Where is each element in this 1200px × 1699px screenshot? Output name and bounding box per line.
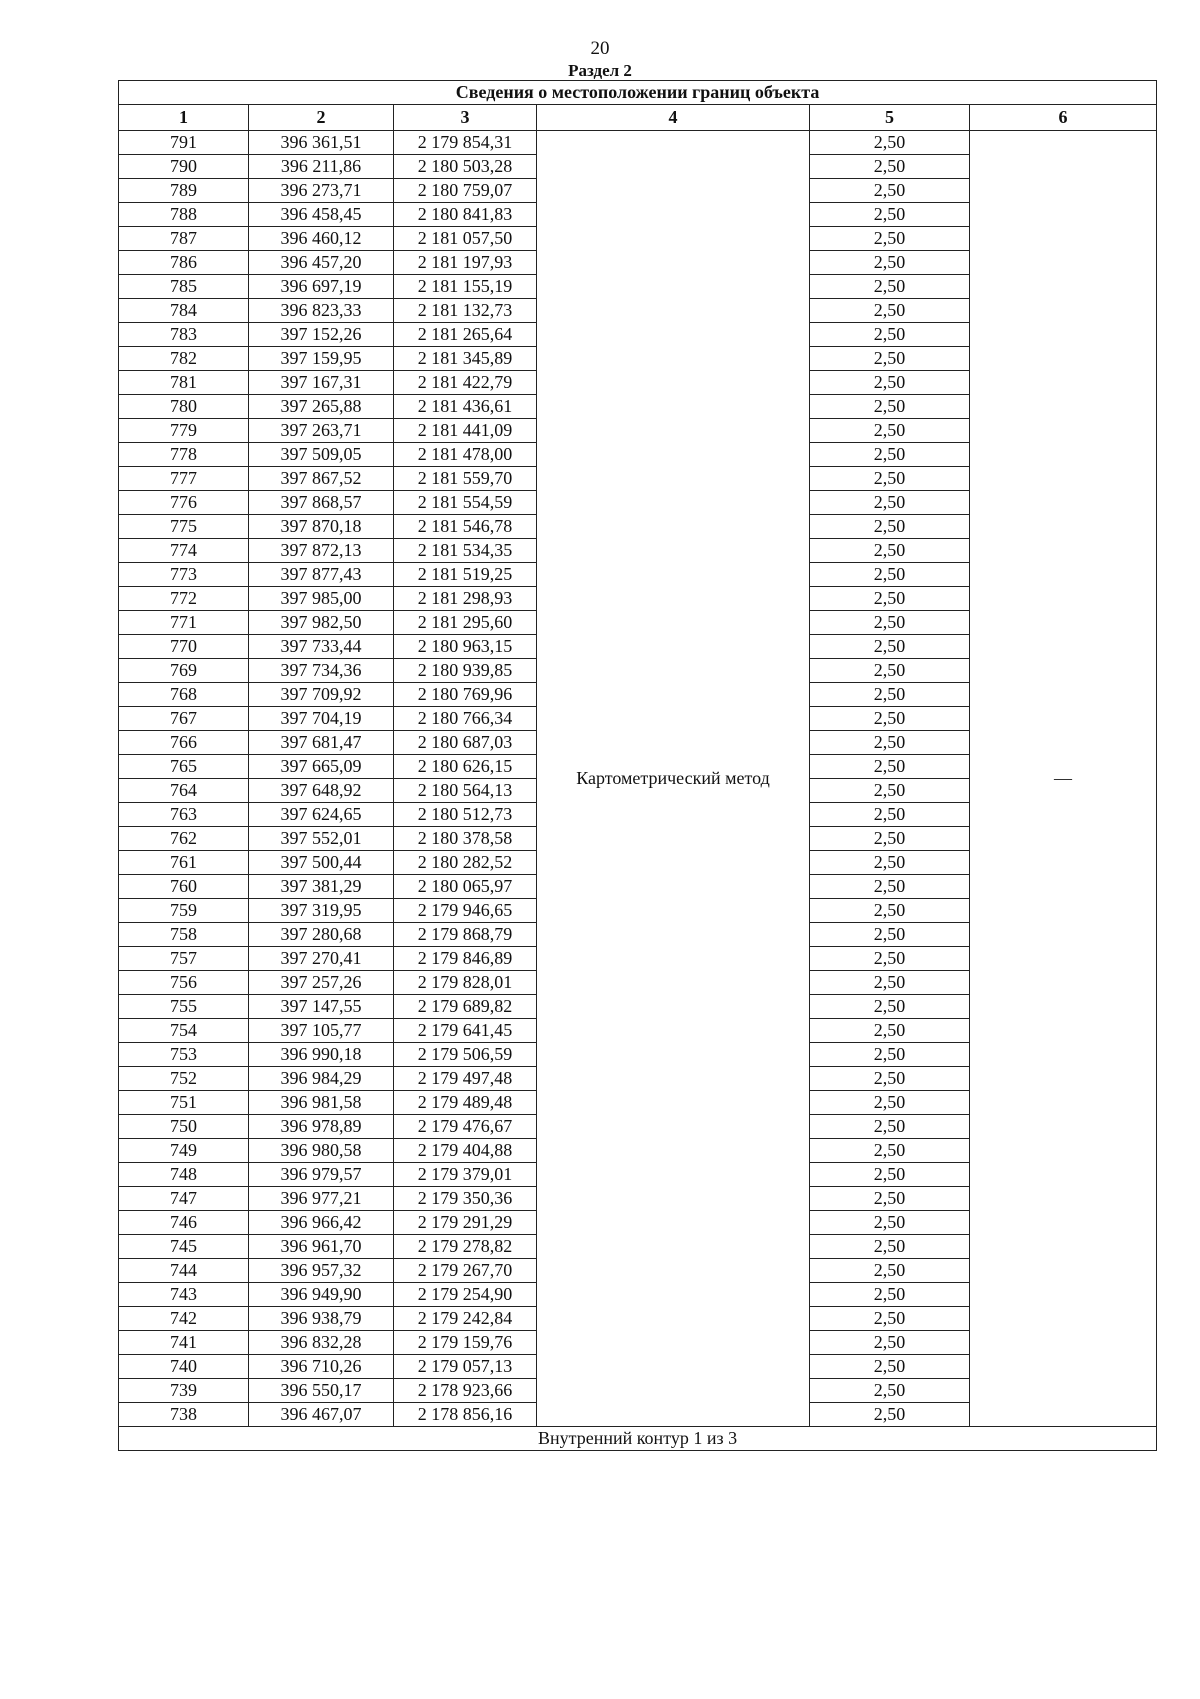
point-number-cell: 768 [119,683,249,707]
accuracy-cell: 2,50 [810,515,970,539]
y-coordinate-cell: 2 179 404,88 [394,1139,537,1163]
point-number-cell: 761 [119,851,249,875]
accuracy-cell: 2,50 [810,947,970,971]
y-coordinate-cell: 2 181 519,25 [394,563,537,587]
point-number-cell: 748 [119,1163,249,1187]
x-coordinate-cell: 397 319,95 [249,899,394,923]
accuracy-cell: 2,50 [810,491,970,515]
x-coordinate-cell: 396 938,79 [249,1307,394,1331]
accuracy-cell: 2,50 [810,923,970,947]
y-coordinate-cell: 2 180 065,97 [394,875,537,899]
point-number-cell: 785 [119,275,249,299]
point-number-cell: 757 [119,947,249,971]
accuracy-cell: 2,50 [810,1211,970,1235]
x-coordinate-cell: 396 458,45 [249,203,394,227]
x-coordinate-cell: 397 167,31 [249,371,394,395]
y-coordinate-cell: 2 180 963,15 [394,635,537,659]
accuracy-cell: 2,50 [810,803,970,827]
y-coordinate-cell: 2 180 841,83 [394,203,537,227]
accuracy-cell: 2,50 [810,539,970,563]
x-coordinate-cell: 396 273,71 [249,179,394,203]
x-coordinate-cell: 397 681,47 [249,731,394,755]
point-number-cell: 780 [119,395,249,419]
y-coordinate-cell: 2 180 626,15 [394,755,537,779]
accuracy-cell: 2,50 [810,251,970,275]
point-number-cell: 769 [119,659,249,683]
point-number-cell: 767 [119,707,249,731]
y-coordinate-cell: 2 179 242,84 [394,1307,537,1331]
y-coordinate-cell: 2 181 422,79 [394,371,537,395]
y-coordinate-cell: 2 181 265,64 [394,323,537,347]
y-coordinate-cell: 2 181 478,00 [394,443,537,467]
accuracy-cell: 2,50 [810,995,970,1019]
x-coordinate-cell: 396 978,89 [249,1115,394,1139]
x-coordinate-cell: 397 152,26 [249,323,394,347]
x-coordinate-cell: 397 985,00 [249,587,394,611]
x-coordinate-cell: 396 980,58 [249,1139,394,1163]
x-coordinate-cell: 397 257,26 [249,971,394,995]
accuracy-cell: 2,50 [810,875,970,899]
point-number-cell: 771 [119,611,249,635]
point-number-cell: 789 [119,179,249,203]
table-caption: Сведения о местоположении границ объекта [119,81,1157,105]
y-coordinate-cell: 2 180 769,96 [394,683,537,707]
point-number-cell: 772 [119,587,249,611]
column-number: 4 [537,105,810,131]
y-coordinate-cell: 2 179 854,31 [394,131,537,155]
x-coordinate-cell: 397 147,55 [249,995,394,1019]
x-coordinate-cell: 397 709,92 [249,683,394,707]
accuracy-cell: 2,50 [810,755,970,779]
x-coordinate-cell: 396 823,33 [249,299,394,323]
x-coordinate-cell: 396 460,12 [249,227,394,251]
y-coordinate-cell: 2 179 489,48 [394,1091,537,1115]
y-coordinate-cell: 2 181 298,93 [394,587,537,611]
y-coordinate-cell: 2 179 159,76 [394,1331,537,1355]
point-number-cell: 779 [119,419,249,443]
accuracy-cell: 2,50 [810,1307,970,1331]
accuracy-cell: 2,50 [810,1139,970,1163]
x-coordinate-cell: 396 457,20 [249,251,394,275]
x-coordinate-cell: 397 265,88 [249,395,394,419]
point-number-cell: 750 [119,1115,249,1139]
y-coordinate-cell: 2 180 687,03 [394,731,537,755]
x-coordinate-cell: 397 648,92 [249,779,394,803]
accuracy-cell: 2,50 [810,587,970,611]
point-number-cell: 773 [119,563,249,587]
y-coordinate-cell: 2 179 254,90 [394,1283,537,1307]
x-coordinate-cell: 397 509,05 [249,443,394,467]
point-number-cell: 765 [119,755,249,779]
point-number-cell: 787 [119,227,249,251]
point-number-cell: 791 [119,131,249,155]
point-number-cell: 747 [119,1187,249,1211]
point-number-cell: 786 [119,251,249,275]
x-coordinate-cell: 396 467,07 [249,1403,394,1427]
accuracy-cell: 2,50 [810,299,970,323]
x-coordinate-cell: 397 263,71 [249,419,394,443]
y-coordinate-cell: 2 179 946,65 [394,899,537,923]
accuracy-cell: 2,50 [810,131,970,155]
y-coordinate-cell: 2 180 939,85 [394,659,537,683]
x-coordinate-cell: 396 211,86 [249,155,394,179]
x-coordinate-cell: 397 867,52 [249,467,394,491]
point-number-cell: 759 [119,899,249,923]
y-coordinate-cell: 2 180 564,13 [394,779,537,803]
accuracy-cell: 2,50 [810,1115,970,1139]
y-coordinate-cell: 2 181 554,59 [394,491,537,515]
table-row [119,131,1157,155]
x-coordinate-cell: 396 977,21 [249,1187,394,1211]
x-coordinate-cell: 397 704,19 [249,707,394,731]
accuracy-cell: 2,50 [810,323,970,347]
x-coordinate-cell: 397 381,29 [249,875,394,899]
accuracy-cell: 2,50 [810,899,970,923]
x-coordinate-cell: 397 105,77 [249,1019,394,1043]
point-number-cell: 775 [119,515,249,539]
accuracy-cell: 2,50 [810,971,970,995]
x-coordinate-cell: 396 981,58 [249,1091,394,1115]
y-coordinate-cell: 2 181 132,73 [394,299,537,323]
x-coordinate-cell: 396 550,17 [249,1379,394,1403]
accuracy-cell: 2,50 [810,1235,970,1259]
accuracy-cell: 2,50 [810,203,970,227]
point-number-cell: 770 [119,635,249,659]
point-number-cell: 742 [119,1307,249,1331]
table-body [119,131,1157,1427]
point-number-cell: 755 [119,995,249,1019]
accuracy-cell: 2,50 [810,1043,970,1067]
y-coordinate-cell: 2 179 689,82 [394,995,537,1019]
accuracy-cell: 2,50 [810,635,970,659]
column-number: 6 [970,105,1157,131]
contour-note: Внутренний контур 1 из 3 [119,1427,1157,1451]
point-number-cell: 777 [119,467,249,491]
point-number-cell: 740 [119,1355,249,1379]
accuracy-cell: 2,50 [810,851,970,875]
point-number-cell: 774 [119,539,249,563]
x-coordinate-cell: 396 961,70 [249,1235,394,1259]
accuracy-cell: 2,50 [810,155,970,179]
accuracy-cell: 2,50 [810,443,970,467]
point-number-cell: 781 [119,371,249,395]
y-coordinate-cell: 2 180 759,07 [394,179,537,203]
y-coordinate-cell: 2 179 476,67 [394,1115,537,1139]
column-number-row [119,105,1157,131]
point-number-cell: 739 [119,1379,249,1403]
accuracy-cell: 2,50 [810,827,970,851]
point-number-cell: 745 [119,1235,249,1259]
column-number: 5 [810,105,970,131]
accuracy-cell: 2,50 [810,683,970,707]
x-coordinate-cell: 396 979,57 [249,1163,394,1187]
point-number-cell: 784 [119,299,249,323]
x-coordinate-cell: 397 270,41 [249,947,394,971]
point-number-cell: 741 [119,1331,249,1355]
point-number-cell: 766 [119,731,249,755]
y-coordinate-cell: 2 179 846,89 [394,947,537,971]
accuracy-cell: 2,50 [810,179,970,203]
accuracy-cell: 2,50 [810,1067,970,1091]
y-coordinate-cell: 2 181 345,89 [394,347,537,371]
x-coordinate-cell: 397 159,95 [249,347,394,371]
description-cell: — [970,131,1157,1427]
y-coordinate-cell: 2 178 923,66 [394,1379,537,1403]
section-title: Раздел 2 [568,61,632,80]
x-coordinate-cell: 397 733,44 [249,635,394,659]
x-coordinate-cell: 396 949,90 [249,1283,394,1307]
x-coordinate-cell: 397 734,36 [249,659,394,683]
y-coordinate-cell: 2 178 856,16 [394,1403,537,1427]
accuracy-cell: 2,50 [810,467,970,491]
accuracy-cell: 2,50 [810,1163,970,1187]
y-coordinate-cell: 2 179 641,45 [394,1019,537,1043]
point-number-cell: 746 [119,1211,249,1235]
y-coordinate-cell: 2 179 497,48 [394,1067,537,1091]
point-number-cell: 760 [119,875,249,899]
column-number: 2 [249,105,394,131]
point-number-cell: 749 [119,1139,249,1163]
point-number-cell: 756 [119,971,249,995]
y-coordinate-cell: 2 180 378,58 [394,827,537,851]
point-number-cell: 764 [119,779,249,803]
accuracy-cell: 2,50 [810,419,970,443]
accuracy-cell: 2,50 [810,275,970,299]
y-coordinate-cell: 2 179 291,29 [394,1211,537,1235]
x-coordinate-cell: 397 552,01 [249,827,394,851]
accuracy-cell: 2,50 [810,395,970,419]
y-coordinate-cell: 2 181 155,19 [394,275,537,299]
x-coordinate-cell: 397 982,50 [249,611,394,635]
accuracy-cell: 2,50 [810,1355,970,1379]
accuracy-cell: 2,50 [810,1259,970,1283]
point-number-cell: 790 [119,155,249,179]
y-coordinate-cell: 2 180 503,28 [394,155,537,179]
accuracy-cell: 2,50 [810,1379,970,1403]
point-number-cell: 778 [119,443,249,467]
point-number-cell: 738 [119,1403,249,1427]
accuracy-cell: 2,50 [810,1403,970,1427]
y-coordinate-cell: 2 181 441,09 [394,419,537,443]
method-cell: Картометрический метод [537,131,810,1427]
point-number-cell: 758 [119,923,249,947]
y-coordinate-cell: 2 181 534,35 [394,539,537,563]
x-coordinate-cell: 397 877,43 [249,563,394,587]
x-coordinate-cell: 396 710,26 [249,1355,394,1379]
y-coordinate-cell: 2 179 506,59 [394,1043,537,1067]
point-number-cell: 788 [119,203,249,227]
x-coordinate-cell: 396 957,32 [249,1259,394,1283]
x-coordinate-cell: 397 868,57 [249,491,394,515]
point-number-cell: 751 [119,1091,249,1115]
x-coordinate-cell: 396 990,18 [249,1043,394,1067]
y-coordinate-cell: 2 179 267,70 [394,1259,537,1283]
point-number-cell: 753 [119,1043,249,1067]
x-coordinate-cell: 397 280,68 [249,923,394,947]
x-coordinate-cell: 397 624,65 [249,803,394,827]
y-coordinate-cell: 2 181 436,61 [394,395,537,419]
y-coordinate-cell: 2 179 828,01 [394,971,537,995]
x-coordinate-cell: 396 697,19 [249,275,394,299]
y-coordinate-cell: 2 179 868,79 [394,923,537,947]
accuracy-cell: 2,50 [810,347,970,371]
accuracy-cell: 2,50 [810,707,970,731]
page-number: 20 [590,38,610,59]
point-number-cell: 782 [119,347,249,371]
y-coordinate-cell: 2 179 057,13 [394,1355,537,1379]
y-coordinate-cell: 2 179 379,01 [394,1163,537,1187]
point-number-cell: 754 [119,1019,249,1043]
y-coordinate-cell: 2 179 278,82 [394,1235,537,1259]
accuracy-cell: 2,50 [810,371,970,395]
x-coordinate-cell: 397 500,44 [249,851,394,875]
point-number-cell: 763 [119,803,249,827]
point-number-cell: 783 [119,323,249,347]
x-coordinate-cell: 396 361,51 [249,131,394,155]
y-coordinate-cell: 2 181 559,70 [394,467,537,491]
accuracy-cell: 2,50 [810,1019,970,1043]
x-coordinate-cell: 396 966,42 [249,1211,394,1235]
y-coordinate-cell: 2 180 766,34 [394,707,537,731]
y-coordinate-cell: 2 180 512,73 [394,803,537,827]
x-coordinate-cell: 397 665,09 [249,755,394,779]
y-coordinate-cell: 2 181 295,60 [394,611,537,635]
accuracy-cell: 2,50 [810,1187,970,1211]
accuracy-cell: 2,50 [810,611,970,635]
y-coordinate-cell: 2 180 282,52 [394,851,537,875]
accuracy-cell: 2,50 [810,1283,970,1307]
accuracy-cell: 2,50 [810,227,970,251]
y-coordinate-cell: 2 179 350,36 [394,1187,537,1211]
accuracy-cell: 2,50 [810,779,970,803]
point-number-cell: 744 [119,1259,249,1283]
x-coordinate-cell: 397 872,13 [249,539,394,563]
y-coordinate-cell: 2 181 546,78 [394,515,537,539]
x-coordinate-cell: 396 832,28 [249,1331,394,1355]
coordinates-table [118,80,1157,1451]
accuracy-cell: 2,50 [810,659,970,683]
accuracy-cell: 2,50 [810,731,970,755]
x-coordinate-cell: 396 984,29 [249,1067,394,1091]
y-coordinate-cell: 2 181 197,93 [394,251,537,275]
point-number-cell: 762 [119,827,249,851]
y-coordinate-cell: 2 181 057,50 [394,227,537,251]
accuracy-cell: 2,50 [810,1331,970,1355]
column-number: 3 [394,105,537,131]
point-number-cell: 743 [119,1283,249,1307]
column-number: 1 [119,105,249,131]
accuracy-cell: 2,50 [810,563,970,587]
x-coordinate-cell: 397 870,18 [249,515,394,539]
point-number-cell: 752 [119,1067,249,1091]
accuracy-cell: 2,50 [810,1091,970,1115]
point-number-cell: 776 [119,491,249,515]
